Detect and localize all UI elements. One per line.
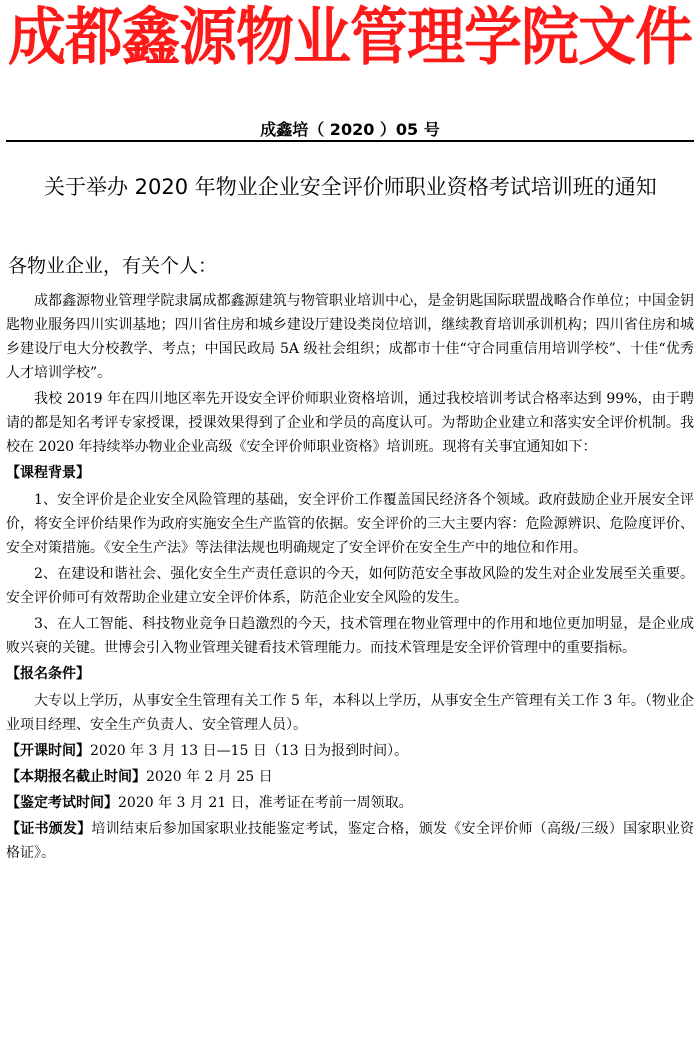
intro-paragraph-1: 成都鑫源物业管理学院隶属成都鑫源建筑与物管职业培训中心，是金钥匙国际联盟战略合作单位；中国金钥匙物业服务四川实训基地；四川省住房和城乡建设厅建设类岗位培训，继续教育培训承训机构；四川省住房和城乡建设厅电大分校教学、考点；中国民政局 5A 级社会组织；成都市十佳“守合同重信用培训学校”、十佳“优秀人才培训学校”。 xyxy=(6,293,694,381)
start-time-label: 【开课时间】 xyxy=(6,743,90,759)
org-title-header: 成都鑫源物业管理学院文件 xyxy=(7,0,692,74)
requirements-text: 大专以上学历，从事安全生管理有关工作 5 年，本科以上学历，从事安全生产管理有关工作 3 年。（物业企业项目经理、安全生产负责人、安全管理人员）。 xyxy=(6,693,694,733)
certificate-label: 【证书颁发】 xyxy=(6,821,92,837)
background-item-3: 3、在人工智能、科技物业竞争日趋激烈的今天，技术管理在物业管理中的作用和地位更加明显，是企业成败兴衰的关键。世博会引入物业管理关键看技术管理能力。而技术管理是安全评价管理中的重要指标。 xyxy=(6,616,694,656)
exam-time-line xyxy=(6,791,694,815)
deadline-value: 2020 年 2 月 25 日 xyxy=(146,769,273,785)
exam-time-value: 2020 年 3 月 21 日，准考证在考前一周领取。 xyxy=(118,795,413,811)
deadline-label: 【本期报名截止时间】 xyxy=(6,769,146,785)
document-number: 成鑫培（ 2020 ）05 号 xyxy=(260,120,440,139)
header-divider xyxy=(6,140,694,142)
exam-time-label: 【鉴定考试时间】 xyxy=(6,795,118,811)
certificate-line xyxy=(6,817,694,865)
salutation: 各物业企业，有关个人： xyxy=(8,255,218,277)
start-time-line xyxy=(6,739,694,763)
background-item-1: 1、安全评价是企业安全风险管理的基础，安全评价工作覆盖国民经济各个领域。政府鼓励企业开展安全评价，将安全评价结果作为政府实施安全生产监管的依据。安全评价的三大主要内容：危险源辨识、危险度评价、安全对策措施。《安全生产法》等法律法规也明确规定了安全评价在安全生产中的地位和作用。 xyxy=(6,492,694,556)
notice-title: 关于举办 2020 年物业企业安全评价师职业资格考试培训班的通知 xyxy=(44,175,657,199)
certificate-value: 培训结束后参加国家职业技能鉴定考试，鉴定合格，颁发《安全评价师（高级/三级）国家职业资格证》。 xyxy=(6,821,695,861)
deadline-line xyxy=(6,765,694,789)
intro-paragraph-2: 我校 2019 年在四川地区率先开设安全评价师职业资格培训，通过我校培训考试合格率达到 99%，由于聘请的都是知名考评专家授课，授课效果得到了企业和学员的高度认可。为帮助企业建立和落实安全评价机制。我校在 2020 年持续举办物业企业高级《安全评价师职业资格》培训班。现将有关事宜通知如下： xyxy=(6,391,694,455)
section-heading-requirements: 【报名条件】 xyxy=(6,666,90,682)
start-time-value: 2020 年 3 月 13 日—15 日（13 日为报到时间）。 xyxy=(90,743,409,759)
background-item-2: 2、在建设和谐社会、强化安全生产责任意识的今天，如何防范安全事故风险的发生对企业发展至关重要。安全评价师可有效帮助企业建立安全评价体系，防范企业安全风险的发生。 xyxy=(6,566,694,606)
notice-body xyxy=(6,289,694,867)
section-heading-background: 【课程背景】 xyxy=(6,465,90,481)
